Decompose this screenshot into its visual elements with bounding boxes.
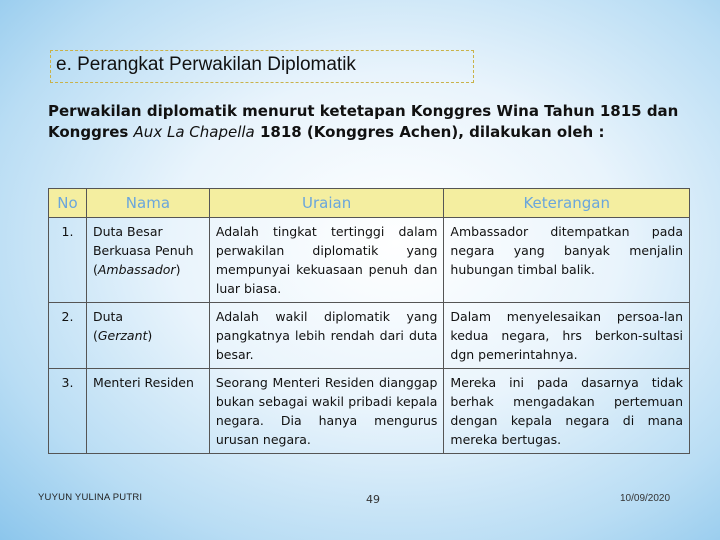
table-row [49,369,690,454]
row-name: Duta (Gerzant) [86,303,209,369]
row-number: 1. [49,218,87,303]
row-name: Menteri Residen [86,369,209,454]
diplomatic-ranks-table [48,188,690,454]
page-number: 49 [366,493,380,506]
row-note: Mereka ini pada dasarnya tidak berhak mengadakan pertemuan dengan kepala negara di mana mereka bertugas. [444,369,690,454]
intro-text-1: Perwakilan diplomatik menurut ketetapan Konggres Wina Tahun 1815 dan Konggres [48,102,679,141]
intro-italic-text: Aux La Chapella [133,123,255,141]
table-header-row [49,189,690,218]
header-nama: Nama [86,189,209,218]
row-description: Seorang Menteri Residen dianggap bukan sebagai wakil pribadi kepala negara. Dia hanya mengurus urusan negara. [209,369,444,454]
footer-date: 10/09/2020 [620,493,671,504]
row-number: 2. [49,303,87,369]
table-row [49,218,690,303]
table-row [49,303,690,369]
header-keterangan: Keterangan [444,189,690,218]
row-description: Adalah tingkat tertinggi dalam perwakilan diplomatik yang mempunyai kekuasaan penuh dan luar biasa. [209,218,444,303]
row-note: Dalam menyelesaikan persoa-lan kedua negara, hrs berkon-sultasi dgn pemerintahnya. [444,303,690,369]
row-name-text: Duta Besar Berkuasa Penuh [92,224,194,258]
row-note: Ambassador ditempatkan pada negara yang banyak menjalin hubungan timbal balik. [444,218,690,303]
row-name-italic: Gerzant [97,328,148,343]
slide-title: e. Perangkat Perwakilan Diplomatik [56,54,356,75]
row-name: Duta Besar Berkuasa Penuh (Ambassador) [86,218,209,303]
footer-author: YUYUN YULINA PUTRI [38,492,143,503]
intro-paragraph [48,101,688,143]
row-number: 3. [49,369,87,454]
intro-text-2: 1818 (Konggres Achen), dilakukan oleh : [254,123,605,141]
header-uraian: Uraian [209,189,444,218]
header-no: No [49,189,87,218]
row-description: Adalah wakil diplomatik yang pangkatnya lebih rendah dari duta besar. [209,303,444,369]
row-name-text: Duta [92,309,124,324]
row-name-italic: Ambassador [97,262,176,277]
